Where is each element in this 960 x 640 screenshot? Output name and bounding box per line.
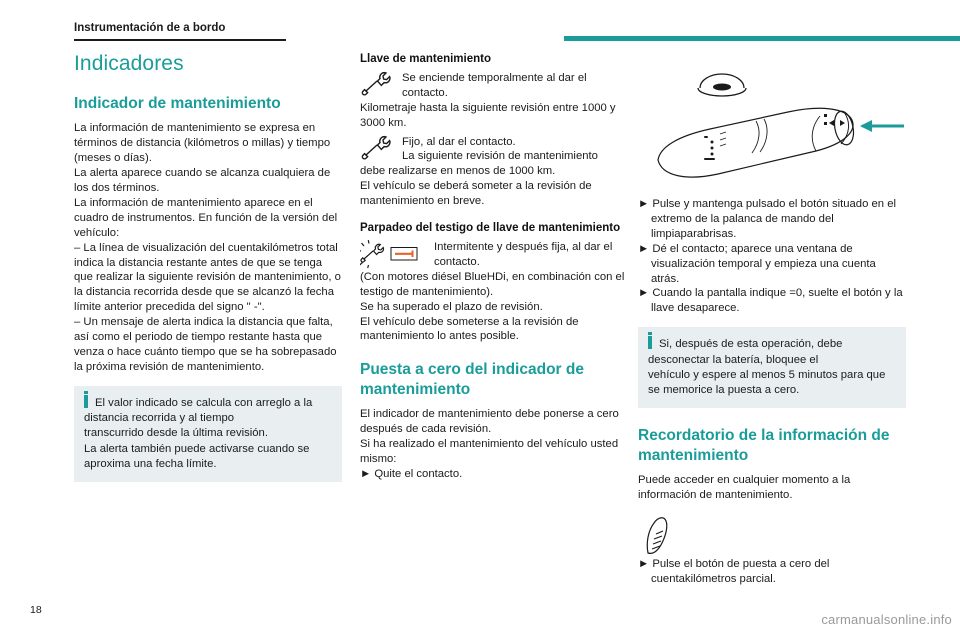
chapter-title: Indicadores (74, 52, 184, 75)
text-siguiente-revision: La siguiente revisión de mantenimiento (402, 150, 598, 163)
paragraph-bluehdi: (Con motores diésel BlueHDi, en combinación con el testigo de mantenimiento). (360, 270, 625, 298)
teal-arrow-icon (860, 120, 904, 132)
note-right-line-1: Si, después de esta operación, debe desconectar la batería, bloquee el (648, 338, 843, 366)
paragraph-puesta-2: Si ha realizado el mantenimiento del vehículo usted mismo: (360, 437, 619, 465)
paragraph-plazo-superado: Se ha superado el plazo de revisión. (360, 300, 543, 313)
row-spanner-icon-fixed (360, 134, 628, 165)
text-llave-temporal: Se enciende temporalmente al dar el contacto. (402, 71, 587, 99)
paragraph-3: La información de mantenimiento aparece en el cuadro de instrumentos. En función de la versión del vehículo: (74, 196, 338, 239)
section-title-recordatorio: Recordatorio de la información de mantenimiento (638, 427, 890, 464)
note-right-line-2: vehículo y espere al menos 5 minutos para que se memorice la puesta a cero. (648, 368, 886, 396)
spanner-icon (360, 70, 394, 100)
step-suelte-boton: ► Cuando la pantalla indique =0, suelte el botón y la llave desaparece. (638, 287, 903, 315)
paragraph-1: La información de mantenimiento se expresa en términos de distancia (kilómetros o millas) y tiempo (meses o días). (74, 122, 331, 165)
spanner-icon-2 (360, 134, 394, 164)
info-icon (84, 395, 88, 408)
text-fijo-contacto: Fijo, al dar el contacto. (402, 135, 516, 148)
note-box-right (638, 327, 906, 408)
heading-parpadeo: Parpadeo del testigo de llave de mantenimiento (360, 222, 621, 235)
info-icon-2 (648, 336, 652, 349)
blinking-spanner-icons (360, 239, 432, 269)
page-number: 18 (30, 604, 42, 616)
paragraph-4: – La línea de visualización del cuentakilómetros total indica la distancia restante antes de que se tenga que realizar la siguiente revisión de mantenimiento, o la distancia recorrida desde que se alcanzó la fecha límite anterior precedida del signo " -". (74, 241, 341, 314)
row-blinking-icons (360, 239, 628, 270)
text-intermitente: Intermitente y después fija, al dar el contacto. (434, 241, 613, 268)
trip-reset-button-illustration (638, 513, 906, 557)
paragraph-kilometraje: Kilometraje hasta la siguiente revisión entre 1000 y 3000 km. (360, 101, 616, 129)
paragraph-puesta-1: El indicador de mantenimiento debe ponerse a cero después de cada revisión. (360, 408, 619, 436)
step-quite-contacto: ► Quite el contacto. (360, 467, 463, 480)
step-pulse-boton: ► Pulse y mantenga pulsado el botón situado en el extremo de la palanca de mando del limpiaparabrisas. (638, 198, 897, 240)
step-de-contacto: ► Dé el contacto; aparece una ventana de visualización temporal y empieza una cuenta atrás. (638, 242, 876, 285)
paragraph-2: La alerta aparece cuando se alcanza cualquiera de los dos términos. (74, 167, 331, 194)
paragraph-menos-1000: debe realizarse en menos de 1000 km. (360, 165, 556, 178)
note-line-3: La alerta también puede activarse cuando se aproxima una fecha límite. (84, 442, 310, 470)
section-title-puesta-a-cero: Puesta a cero del indicador de mantenimiento (360, 361, 584, 398)
section-title-maintenance-indicator: Indicador de mantenimiento (74, 95, 281, 112)
note-line-2: transcurrido desde la última revisión. (84, 427, 268, 440)
heading-llave-mantenimiento: Llave de mantenimiento (360, 53, 492, 65)
paragraph-revision-antes-posible: El vehículo debe someterse a la revisión de mantenimiento lo antes posible. (360, 315, 579, 343)
row-spanner-icon-temporary (360, 70, 628, 101)
note-line-1: El valor indicado se calcula con arreglo a la distancia recorrida y al tiempo (84, 396, 313, 425)
paragraph-5: – Un mensaje de alerta indica la distancia que falta, así como el periodo de tiempo restante hasta que venza o hace cuánto tiempo que se ha sobrepasado la próxima revisión de mantenimiento. (74, 316, 337, 373)
page-header (74, 22, 894, 42)
note-box-left (74, 386, 342, 482)
header-teal-bar (564, 36, 960, 41)
header-underline (74, 39, 286, 41)
paragraph-revision-breve: El vehículo se deberá someter a la revisión de mantenimiento en breve. (360, 180, 592, 208)
column-left (74, 52, 342, 482)
wiper-stalk-illustration (638, 52, 906, 197)
column-middle (360, 52, 628, 482)
header-title: Instrumentación de a bordo (74, 22, 226, 34)
paragraph-recordatorio: Puede acceder en cualquier momento a la información de mantenimiento. (638, 474, 851, 501)
step-pulse-boton-puesta-cero: ► Pulse el botón de puesta a cero del cuentakilómetros parcial. (638, 557, 830, 585)
watermark: carmanualsonline.info (821, 612, 952, 627)
column-right (638, 52, 906, 587)
